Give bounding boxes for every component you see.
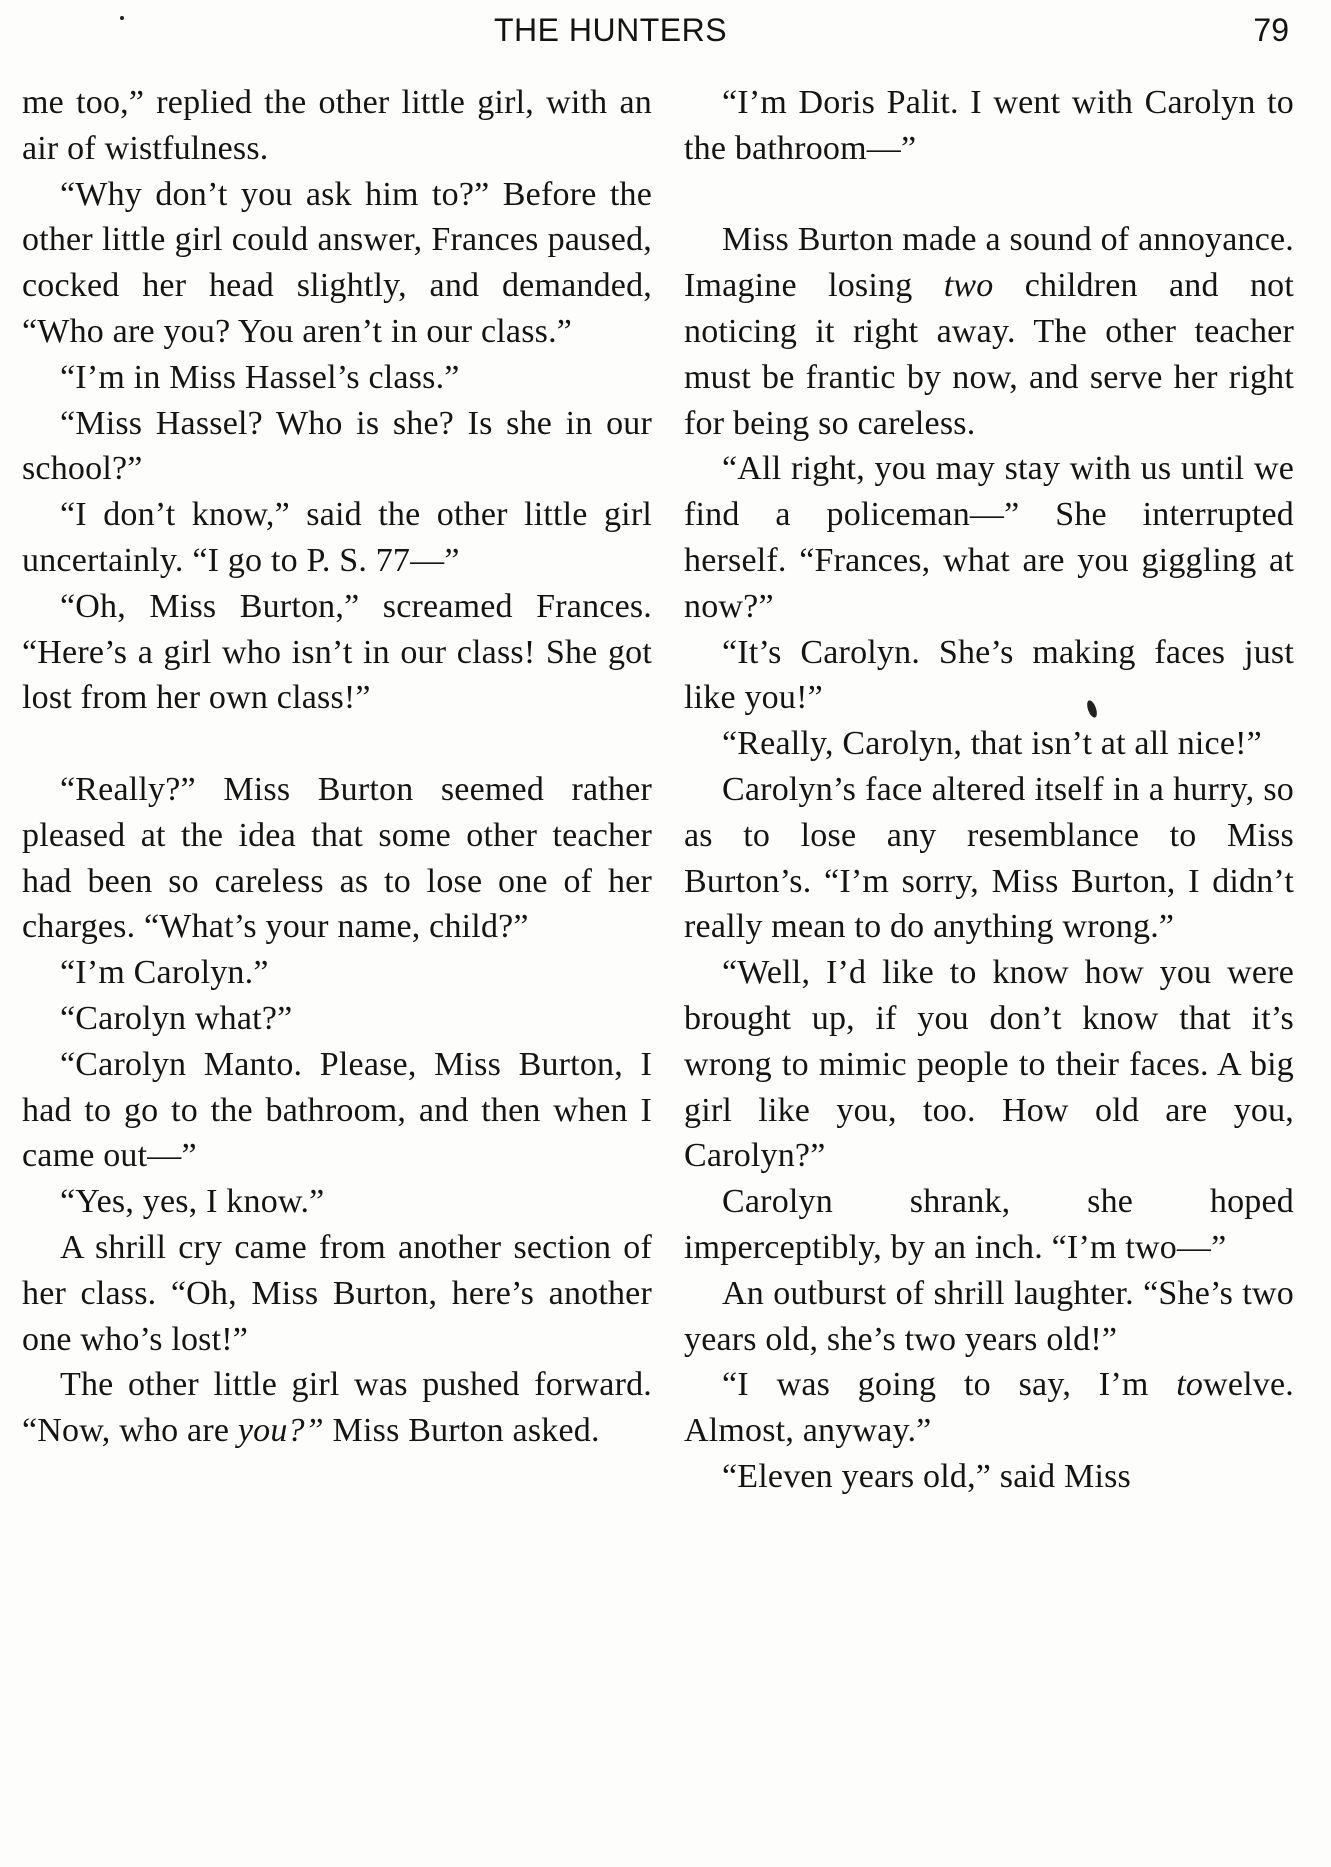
paragraph: Carolyn shrank, she hoped imperceptibly, by an inch. “I’m two—” — [684, 1183, 1294, 1266]
paragraph-gap — [22, 721, 652, 767]
paragraph: me too,” replied the other little girl, with an air of wistfulness. — [22, 84, 652, 167]
paragraph: “I’m Doris Palit. I went with Carolyn to the bathroom—” — [684, 84, 1294, 167]
paragraph: “Carolyn what?” — [60, 999, 293, 1037]
paragraph: “Yes, yes, I know.” — [60, 1183, 325, 1221]
ink-speck — [120, 16, 124, 20]
paragraph: “Carolyn Manto. Please, Miss Burton, I had to go to the bathroom, and then when I came out—” — [22, 1045, 652, 1175]
paragraph: An outburst of shrill laughter. “She’s two years old, she’s two years old!” — [684, 1274, 1294, 1358]
paragraph: A shrill cry came from another section of her class. “Oh, Miss Burton, here’s another one who’s lost!” — [22, 1228, 652, 1358]
running-head: THE HUNTERS — [493, 12, 728, 48]
paragraph: “Eleven years old,” said Miss — [722, 1457, 1131, 1495]
paragraph: “I was going to say, I’m towelve. Almost, anyway.” — [684, 1366, 1294, 1450]
paragraph: “Well, I’d like to know how you were brought up, if you don’t know that it’s wrong to mimic people to their faces. A big girl like you, too. How old are you, Carolyn?” — [684, 954, 1294, 1175]
paragraph: Carolyn’s face altered itself in a hurry, so as to lose any resemblance to Miss Burton’s. “I’m sorry, Miss Burton, I didn’t really mean to do anything wrong.” — [684, 770, 1294, 946]
paragraph-gap — [684, 172, 1294, 218]
paragraph: “Really, Carolyn, that isn’t at all nice!” — [722, 725, 1262, 763]
paragraph: “It’s Carolyn. She’s making faces just like you!” — [684, 633, 1294, 717]
left-text-column — [22, 80, 652, 1454]
paragraph: “All right, you may stay with us until we find a policeman—” She interrupted herself. “Frances, what are you giggling at now?” — [684, 450, 1294, 625]
paragraph: “I’m Carolyn.” — [60, 954, 269, 992]
paragraph: “I don’t know,” said the other little girl uncertainly. “I go to P. S. 77—” — [22, 496, 652, 579]
paragraph: “I’m in Miss Hassel’s class.” — [60, 358, 460, 396]
paragraph: “Miss Hassel? Who is she? Is she in our school?” — [22, 404, 652, 488]
page-number: 79 — [1253, 12, 1289, 48]
right-text-column — [684, 80, 1294, 1500]
page-header — [0, 12, 1331, 62]
paragraph: Miss Burton made a sound of annoyance. Imagine losing two children and not noticing it right away. The other teacher must be frantic by now, and serve her right for being so careless. — [684, 221, 1294, 442]
paragraph: “Oh, Miss Burton,” screamed Frances. “Here’s a girl who isn’t in our class! She got lost from her own class!” — [22, 587, 652, 717]
paragraph: “Really?” Miss Burton seemed rather pleased at the idea that some other teacher had been so careless as to lose one of her charges. “What’s your name, child?” — [22, 770, 652, 946]
paragraph: The other little girl was pushed forward. “Now, who are you?” Miss Burton asked. — [22, 1366, 652, 1450]
paragraph: “Why don’t you ask him to?” Before the other little girl could answer, Frances paused, cocked her head slightly, and demanded, “Who are you? You aren’t in our class.” — [22, 175, 652, 350]
